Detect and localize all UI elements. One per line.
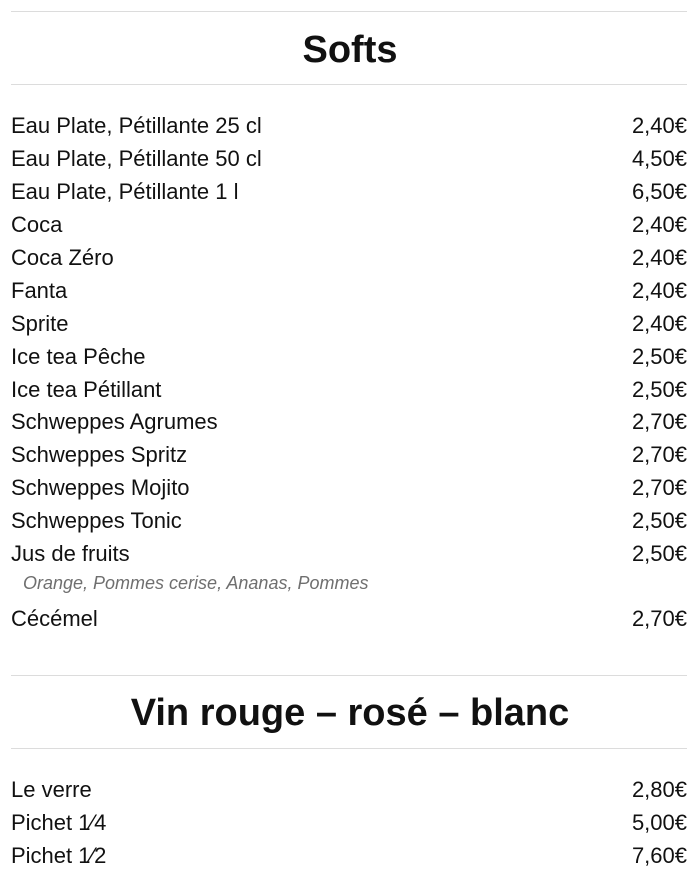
item-name: Pichet 1⁄4	[11, 810, 107, 836]
section-title-vin: Vin rouge – rosé – blanc	[130, 692, 570, 734]
vin-list	[11, 774, 687, 873]
item-name: Pichet 1⁄2	[11, 843, 107, 869]
item-name: Ice tea Pêche	[11, 343, 146, 369]
item-price: 2,50€	[631, 343, 687, 369]
item-price: 2,50€	[631, 376, 687, 402]
item-price: 2,40€	[631, 245, 687, 270]
item-name: Schweppes Mojito	[11, 475, 190, 501]
item-name: Eau Plate, Pétillante 50 cl	[11, 146, 262, 172]
menu-item	[11, 807, 687, 840]
menu-item	[11, 840, 687, 873]
section-divider-bottom-softs	[11, 84, 687, 85]
item-price: 2,40€	[631, 277, 687, 303]
menu-item	[11, 472, 687, 505]
item-name: Cécémel	[11, 605, 98, 631]
item-name: Schweppes Agrumes	[11, 409, 218, 435]
item-price: 2,40€	[631, 310, 687, 336]
item-name: Ice tea Pétillant	[11, 376, 162, 402]
menu-item	[11, 373, 687, 406]
section-title-softs: Softs	[302, 29, 398, 71]
section-divider-bottom-vin	[11, 748, 687, 749]
item-name: Coca Zéro	[11, 245, 114, 270]
menu-item	[11, 406, 687, 439]
menu-item	[11, 274, 687, 307]
menu-item	[11, 340, 687, 373]
section-divider-top-softs	[11, 11, 687, 12]
section-divider-top-vin	[11, 675, 687, 676]
item-price: 2,70€	[631, 442, 687, 468]
item-name: Schweppes Spritz	[11, 442, 188, 468]
item-price: 2,50€	[631, 508, 687, 534]
menu-item	[11, 505, 687, 538]
item-price: 2,70€	[631, 475, 687, 501]
menu-item	[11, 176, 687, 209]
item-price: 7,60€	[631, 843, 687, 869]
item-price: 5,00€	[631, 810, 687, 836]
menu-item	[11, 602, 687, 635]
menu-item	[11, 538, 687, 571]
item-price: 6,50€	[631, 179, 687, 205]
menu-item	[11, 110, 687, 143]
item-price: 2,40€	[631, 212, 687, 238]
item-name: Jus de fruits	[11, 541, 130, 567]
item-price: 2,80€	[631, 777, 687, 803]
item-name: Sprite	[11, 310, 69, 336]
item-name: Fanta	[11, 277, 68, 303]
menu-item	[11, 143, 687, 176]
item-price: 2,50€	[631, 541, 687, 567]
softs-list	[11, 110, 687, 635]
menu-item	[11, 242, 687, 275]
item-name: Coca	[11, 212, 63, 238]
menu-item	[11, 307, 687, 340]
menu-item	[11, 774, 687, 807]
item-price: 4,50€	[631, 146, 687, 172]
item-price: 2,40€	[631, 113, 687, 139]
juice-flavors-note: Orange, Pommes cerise, Ananas, Pommes	[23, 573, 369, 594]
item-name: Eau Plate, Pétillante 25 cl	[11, 113, 262, 139]
item-price: 2,70€	[631, 409, 687, 435]
item-name: Schweppes Tonic	[11, 508, 182, 534]
menu-item	[11, 439, 687, 472]
menu-item	[11, 209, 687, 242]
item-price: 2,70€	[631, 605, 687, 631]
item-name: Le verre	[11, 777, 92, 803]
item-name: Eau Plate, Pétillante 1 l	[11, 179, 239, 205]
